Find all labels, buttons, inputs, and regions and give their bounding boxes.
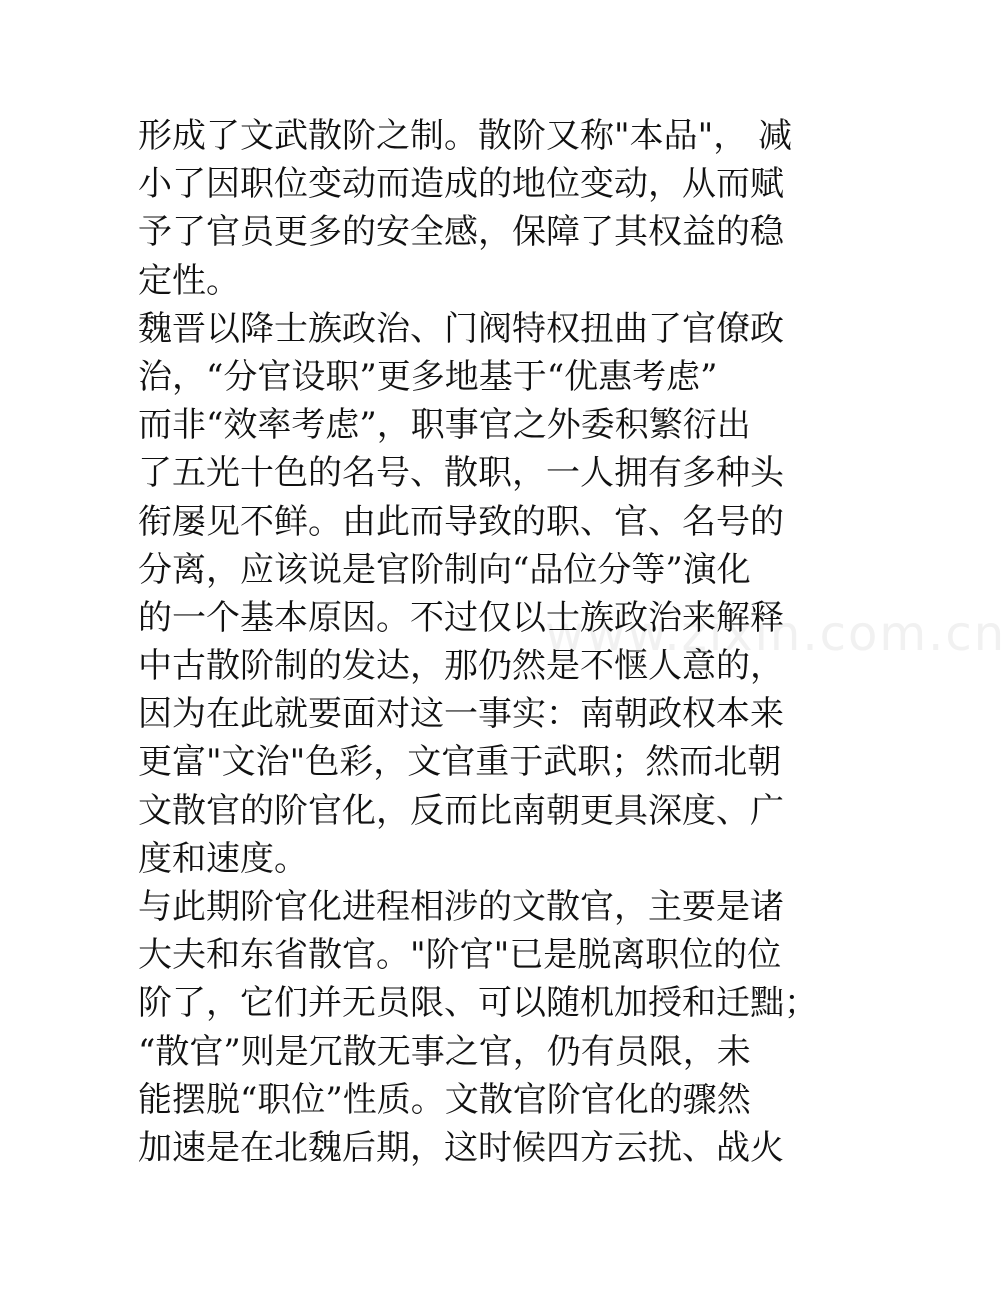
text-line: 魏晋以降士族政治、门阀特权扭曲了官僚政 bbox=[138, 308, 784, 349]
text-line: 更富"文治"色彩，文官重于武职；然而北朝 bbox=[138, 742, 782, 783]
text-line: 度和速度。 bbox=[138, 838, 308, 879]
text-line: 而非“效率考虑”，职事官之外委积繁衍出 bbox=[138, 405, 751, 446]
text-line: 大夫和东省散官。"阶官"已是脱离职位的位 bbox=[138, 935, 782, 976]
text-line: 中古散阶制的发达，那仍然是不惬人意的， bbox=[138, 646, 784, 687]
text-line: 治，“分官设职”更多地基于“优惠考虑” bbox=[138, 356, 718, 397]
text-line: 阶了，它们并无员限、可以随机加授和迁黜； bbox=[138, 983, 818, 1024]
text-line: 定性。 bbox=[138, 260, 240, 301]
text-line: 因为在此就要面对这一事实：南朝政权本来 bbox=[138, 694, 784, 735]
text-line: 小了因职位变动而造成的地位变动，从而赋 bbox=[138, 164, 784, 205]
watermark: www.zixin.com.cn bbox=[545, 606, 1006, 662]
text-line: 加速是在北魏后期，这时候四方云扰、战火 bbox=[138, 1127, 784, 1168]
body-text bbox=[138, 112, 818, 1172]
text-line: 衔屡见不鲜。由此而导致的职、官、名号的 bbox=[138, 501, 784, 542]
text-line: 分离，应该说是官阶制向“品位分等”演化 bbox=[138, 549, 751, 590]
text-line: 了五光十色的名号、散职，一人拥有多种头 bbox=[138, 453, 784, 494]
text-line: 文散官的阶官化，反而比南朝更具深度、广 bbox=[138, 790, 784, 831]
text-line: 予了官员更多的安全感，保障了其权益的稳 bbox=[138, 212, 784, 253]
text-line: 形成了文武散阶之制。散阶又称"本品"， 减 bbox=[138, 116, 793, 156]
text-line: 能摆脱“职位”性质。文散官阶官化的骤然 bbox=[138, 1079, 751, 1120]
text-line: 的一个基本原因。不过仅以士族政治来解释 bbox=[138, 597, 784, 638]
text-line: “散官”则是冗散无事之官，仍有员限，未 bbox=[138, 1031, 751, 1072]
text-line: 与此期阶官化进程相涉的文散官，主要是诸 bbox=[138, 887, 784, 927]
